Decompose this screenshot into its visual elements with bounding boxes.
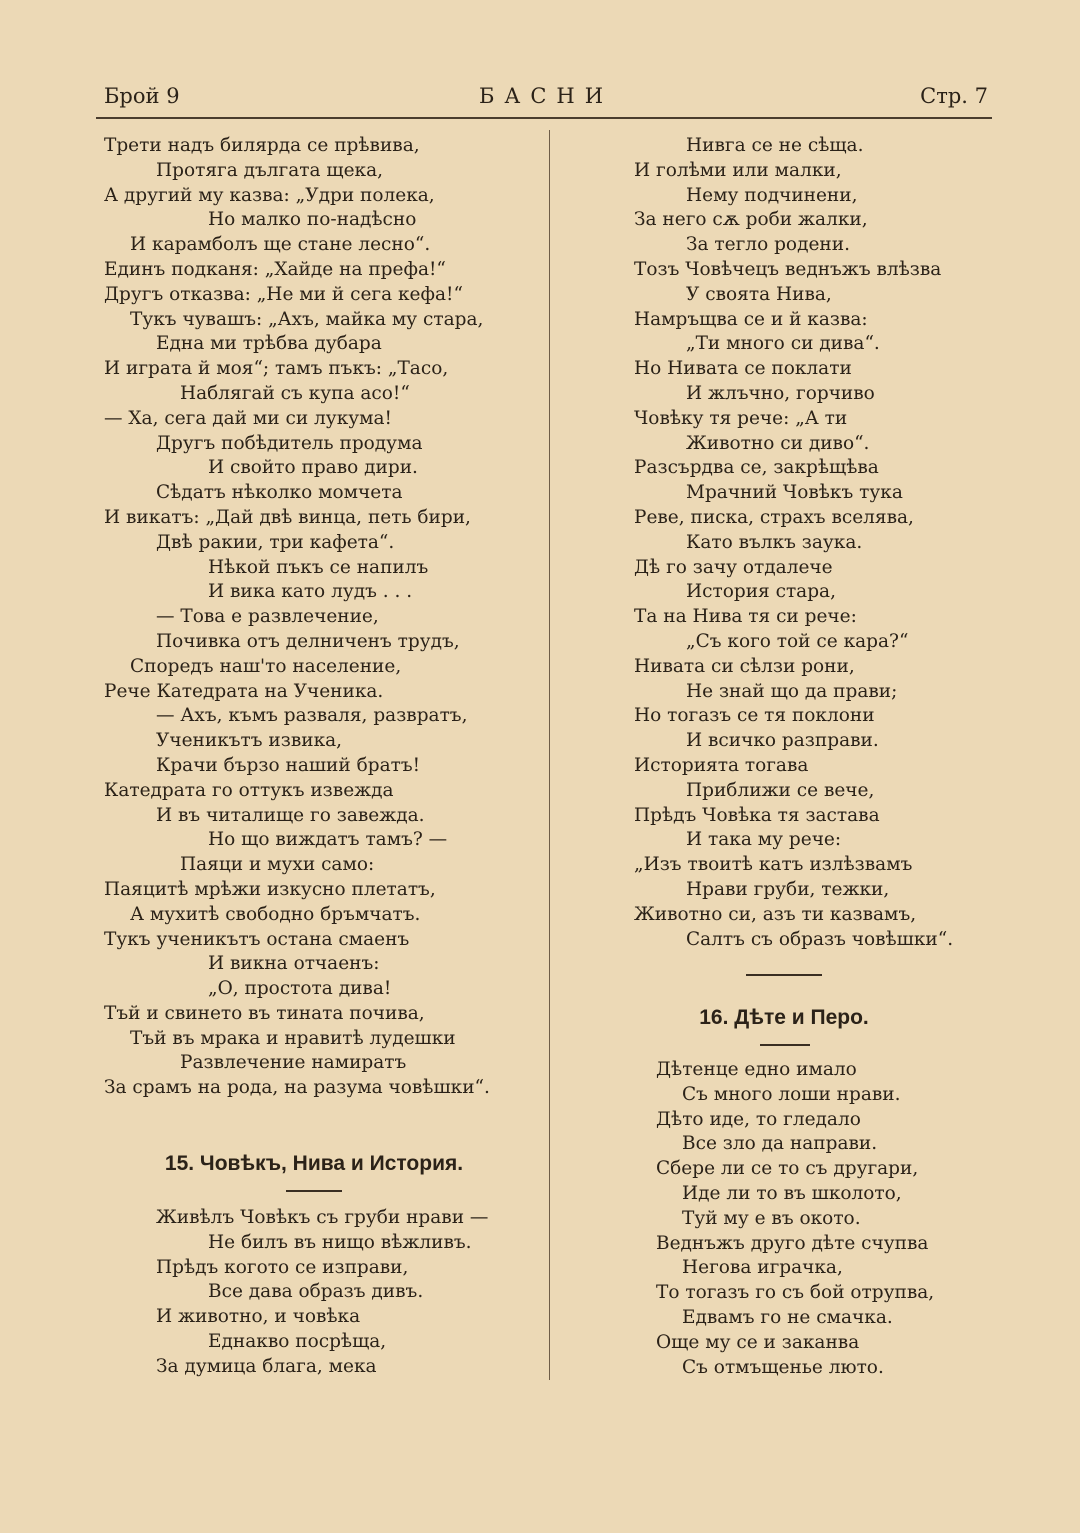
page-header bbox=[102, 84, 990, 114]
poem-line: Развлечение намиратъ bbox=[180, 1052, 407, 1074]
poem-line: Дѣ го зачу отдалече bbox=[634, 556, 833, 578]
poem-16-start bbox=[656, 1058, 976, 1380]
poem-line: Съ много лоши нрави. bbox=[682, 1083, 901, 1105]
heading-dash bbox=[286, 1190, 342, 1192]
poem-line: И голѣми или малки, bbox=[634, 159, 842, 181]
poem-line: Туй му е въ окото. bbox=[682, 1207, 861, 1229]
poem-line: Прѣдъ когото се изправи, bbox=[156, 1256, 409, 1278]
poem-line: Трети надъ билярда се прѣвива, bbox=[104, 135, 420, 156]
poem-line: А мухитѣ свободно бръмчатъ. bbox=[130, 903, 421, 925]
poem-line: А другий му казва: „Удри полека, bbox=[104, 184, 435, 206]
poem-line: Веднъжъ друго дѣте счупва bbox=[656, 1232, 929, 1254]
poem-line: Едвамъ го не смачка. bbox=[682, 1306, 893, 1328]
poem-line: И въ читалище го завежда. bbox=[156, 804, 425, 826]
poem-line: Животно си диво“. bbox=[686, 432, 870, 454]
poem-line: То тогазъ го съ бой отрупва, bbox=[656, 1282, 935, 1304]
poem-line: Споредъ наш'то население, bbox=[130, 655, 402, 677]
poem-line: Наблягай съ купа асо!“ bbox=[180, 382, 410, 404]
poem-line: Еднакво посрѣща, bbox=[208, 1330, 387, 1352]
poem-line: И животно, и човѣка bbox=[156, 1306, 361, 1328]
poem-line: Крачи бързо наший братъ! bbox=[156, 754, 421, 776]
poem-line: Паяци и мухи само: bbox=[180, 854, 375, 876]
poem-line: Живѣлъ Човѣкъ съ груби нрави — bbox=[156, 1207, 489, 1228]
poem-15-start bbox=[156, 1206, 536, 1380]
page-number: Стр. 7 bbox=[920, 84, 988, 108]
poem-line: И вика като лудъ . . . bbox=[208, 581, 413, 603]
poem-line: Нивата си сѣлзи рони, bbox=[634, 655, 855, 677]
poem-line: Все дава образъ дивъ. bbox=[208, 1281, 424, 1303]
poem-line: „Съ кого той се кара?“ bbox=[686, 630, 909, 652]
poem-line: Но Нивата се поклати bbox=[634, 358, 852, 380]
poem-line: Катедрата го оттукъ извежда bbox=[104, 779, 394, 801]
poem-line: И викна отчаенъ: bbox=[208, 953, 380, 975]
poem-line: За него сѫ роби жалки, bbox=[634, 209, 868, 231]
poem-line: Сѣдатъ нѣколко момчета bbox=[156, 482, 403, 504]
poem-line: Намръщва се и й казва: bbox=[634, 308, 868, 330]
issue-number: Брой 9 bbox=[104, 84, 180, 108]
poem-line: За тегло родени. bbox=[686, 234, 850, 256]
poem-line: Единъ подканя: „Хайде на префа!“ bbox=[104, 258, 446, 280]
poem-line: История стара, bbox=[686, 581, 836, 603]
poem-line: Иде ли то въ школото, bbox=[682, 1182, 902, 1204]
poem-line: „Изъ твоитѣ катъ излѣзвамъ bbox=[634, 854, 913, 876]
poem-line: Животно си, азъ ти казвамъ, bbox=[634, 903, 917, 925]
poem-line: Тукъ ученикътъ остана смаенъ bbox=[104, 928, 410, 950]
poem-line: Прѣдъ Човѣка тя застава bbox=[634, 804, 880, 826]
poem-line: Не билъ въ нищо вѣжливъ. bbox=[208, 1231, 472, 1253]
poem-line: И така му рече: bbox=[686, 829, 842, 851]
poem-line: Та на Нива тя си рече: bbox=[634, 606, 857, 628]
poem-line: Реве, писка, страхъ вселява, bbox=[634, 506, 914, 528]
poem-line: Другъ побѣдитель продума bbox=[156, 432, 423, 454]
section-title: БАСНИ bbox=[478, 84, 614, 108]
poem-heading-15: 15. Човѣкъ, Нива и История. bbox=[164, 1152, 464, 1175]
poem-line: Не знай що да прави; bbox=[686, 680, 898, 702]
poem-line: Но що виждатъ тамъ? — bbox=[208, 829, 448, 851]
poem-line: И викатъ: „Дай двѣ винца, петь бири, bbox=[104, 506, 471, 528]
poem-line: Като вълкъ заука. bbox=[686, 531, 863, 553]
poem-line: За срамъ на рода, на разума човѣшки“. bbox=[104, 1077, 490, 1099]
poem-line: Мрачний Човѣкъ тука bbox=[686, 482, 903, 504]
poem-line: И карамболъ ще стане лесно“. bbox=[130, 234, 431, 256]
poem-line: Разсърдва се, закрѣщѣва bbox=[634, 457, 879, 479]
right-column bbox=[634, 134, 974, 952]
header-rule bbox=[96, 117, 992, 119]
poem-line: Човѣку тя рече: „А ти bbox=[634, 407, 848, 429]
poem-line: И жлъчно, горчиво bbox=[686, 382, 875, 404]
poem-line: Сбере ли се то съ другари, bbox=[656, 1158, 919, 1180]
poem-line: — Това е развлечение, bbox=[156, 606, 379, 628]
section-separator bbox=[746, 974, 822, 976]
poem-line: Тъй въ мрака и нравитѣ лудешки bbox=[130, 1027, 456, 1049]
poem-line: Дѣтенце едно имало bbox=[656, 1059, 857, 1080]
poem-line: Двѣ ракии, три кафета“. bbox=[156, 531, 395, 553]
poem-line: Рече Катедрата на Ученика. bbox=[104, 680, 384, 702]
poem-line: Дѣто иде, то гледало bbox=[656, 1108, 861, 1130]
poem-line: Ученикътъ извика, bbox=[156, 730, 343, 752]
poem-line: Но тогазъ се тя поклони bbox=[634, 705, 875, 727]
poem-line: Протяга дългата щека, bbox=[156, 159, 384, 181]
poem-line: Все зло да направи. bbox=[682, 1133, 878, 1155]
poem-line: Тъй и свинето въ тината почива, bbox=[104, 1002, 425, 1024]
poem-line: У своята Нива, bbox=[686, 283, 832, 305]
poem-line: Тозъ Човѣчецъ веднъжъ влѣзва bbox=[634, 258, 942, 280]
poem-line: Една ми трѣбва дубара bbox=[156, 333, 382, 355]
heading-dash bbox=[760, 1044, 810, 1046]
column-divider bbox=[549, 130, 550, 1380]
poem-line: Съ отмъщенье люто. bbox=[682, 1356, 884, 1378]
poem-heading-16: 16. Дѣте и Перо. bbox=[699, 1006, 869, 1029]
left-column bbox=[104, 134, 524, 1101]
poem-line: — Ха, сега дай ми си лукума! bbox=[104, 407, 392, 429]
poem-line: Нрави груби, тежки, bbox=[686, 878, 890, 900]
poem-line: Нѣкой пъкъ се напилъ bbox=[208, 556, 429, 578]
poem-line: И всичко разправи. bbox=[686, 730, 879, 752]
poem-line: Салтъ съ образъ човѣшки“. bbox=[686, 928, 954, 950]
poem-line: Още му се и заканва bbox=[656, 1331, 860, 1353]
poem-line: Историята тогава bbox=[634, 754, 809, 776]
poem-line: И свойто право дири. bbox=[208, 457, 418, 479]
poem-line: — Ахъ, къмъ разваля, развратъ, bbox=[156, 705, 468, 727]
poem-line: Приближи се вече, bbox=[686, 779, 875, 801]
poem-line: Нивга се не сѣща. bbox=[686, 135, 864, 156]
poem-line: И играта й моя“; тамъ пъкъ: „Тасо, bbox=[104, 358, 449, 380]
poem-line: Другъ отказва: „Не ми й сега кефа!“ bbox=[104, 283, 463, 305]
poem-line: Нему подчинени, bbox=[686, 184, 858, 206]
poem-line: Почивка отъ делниченъ трудъ, bbox=[156, 630, 460, 652]
poem-line: „О, простота дива! bbox=[208, 978, 392, 1000]
poem-line: Негова играчка, bbox=[682, 1257, 843, 1279]
poem-line: За думица блага, мека bbox=[156, 1355, 377, 1377]
poem-line: „Ти много си дива“. bbox=[686, 333, 880, 355]
poem-line: Тукъ чувашъ: „Ахъ, майка му стара, bbox=[130, 308, 484, 330]
poem-line: Но малко по-надѣсно bbox=[208, 209, 417, 231]
poem-line: Паяцитѣ мрѣжи изкусно плетатъ, bbox=[104, 878, 436, 900]
